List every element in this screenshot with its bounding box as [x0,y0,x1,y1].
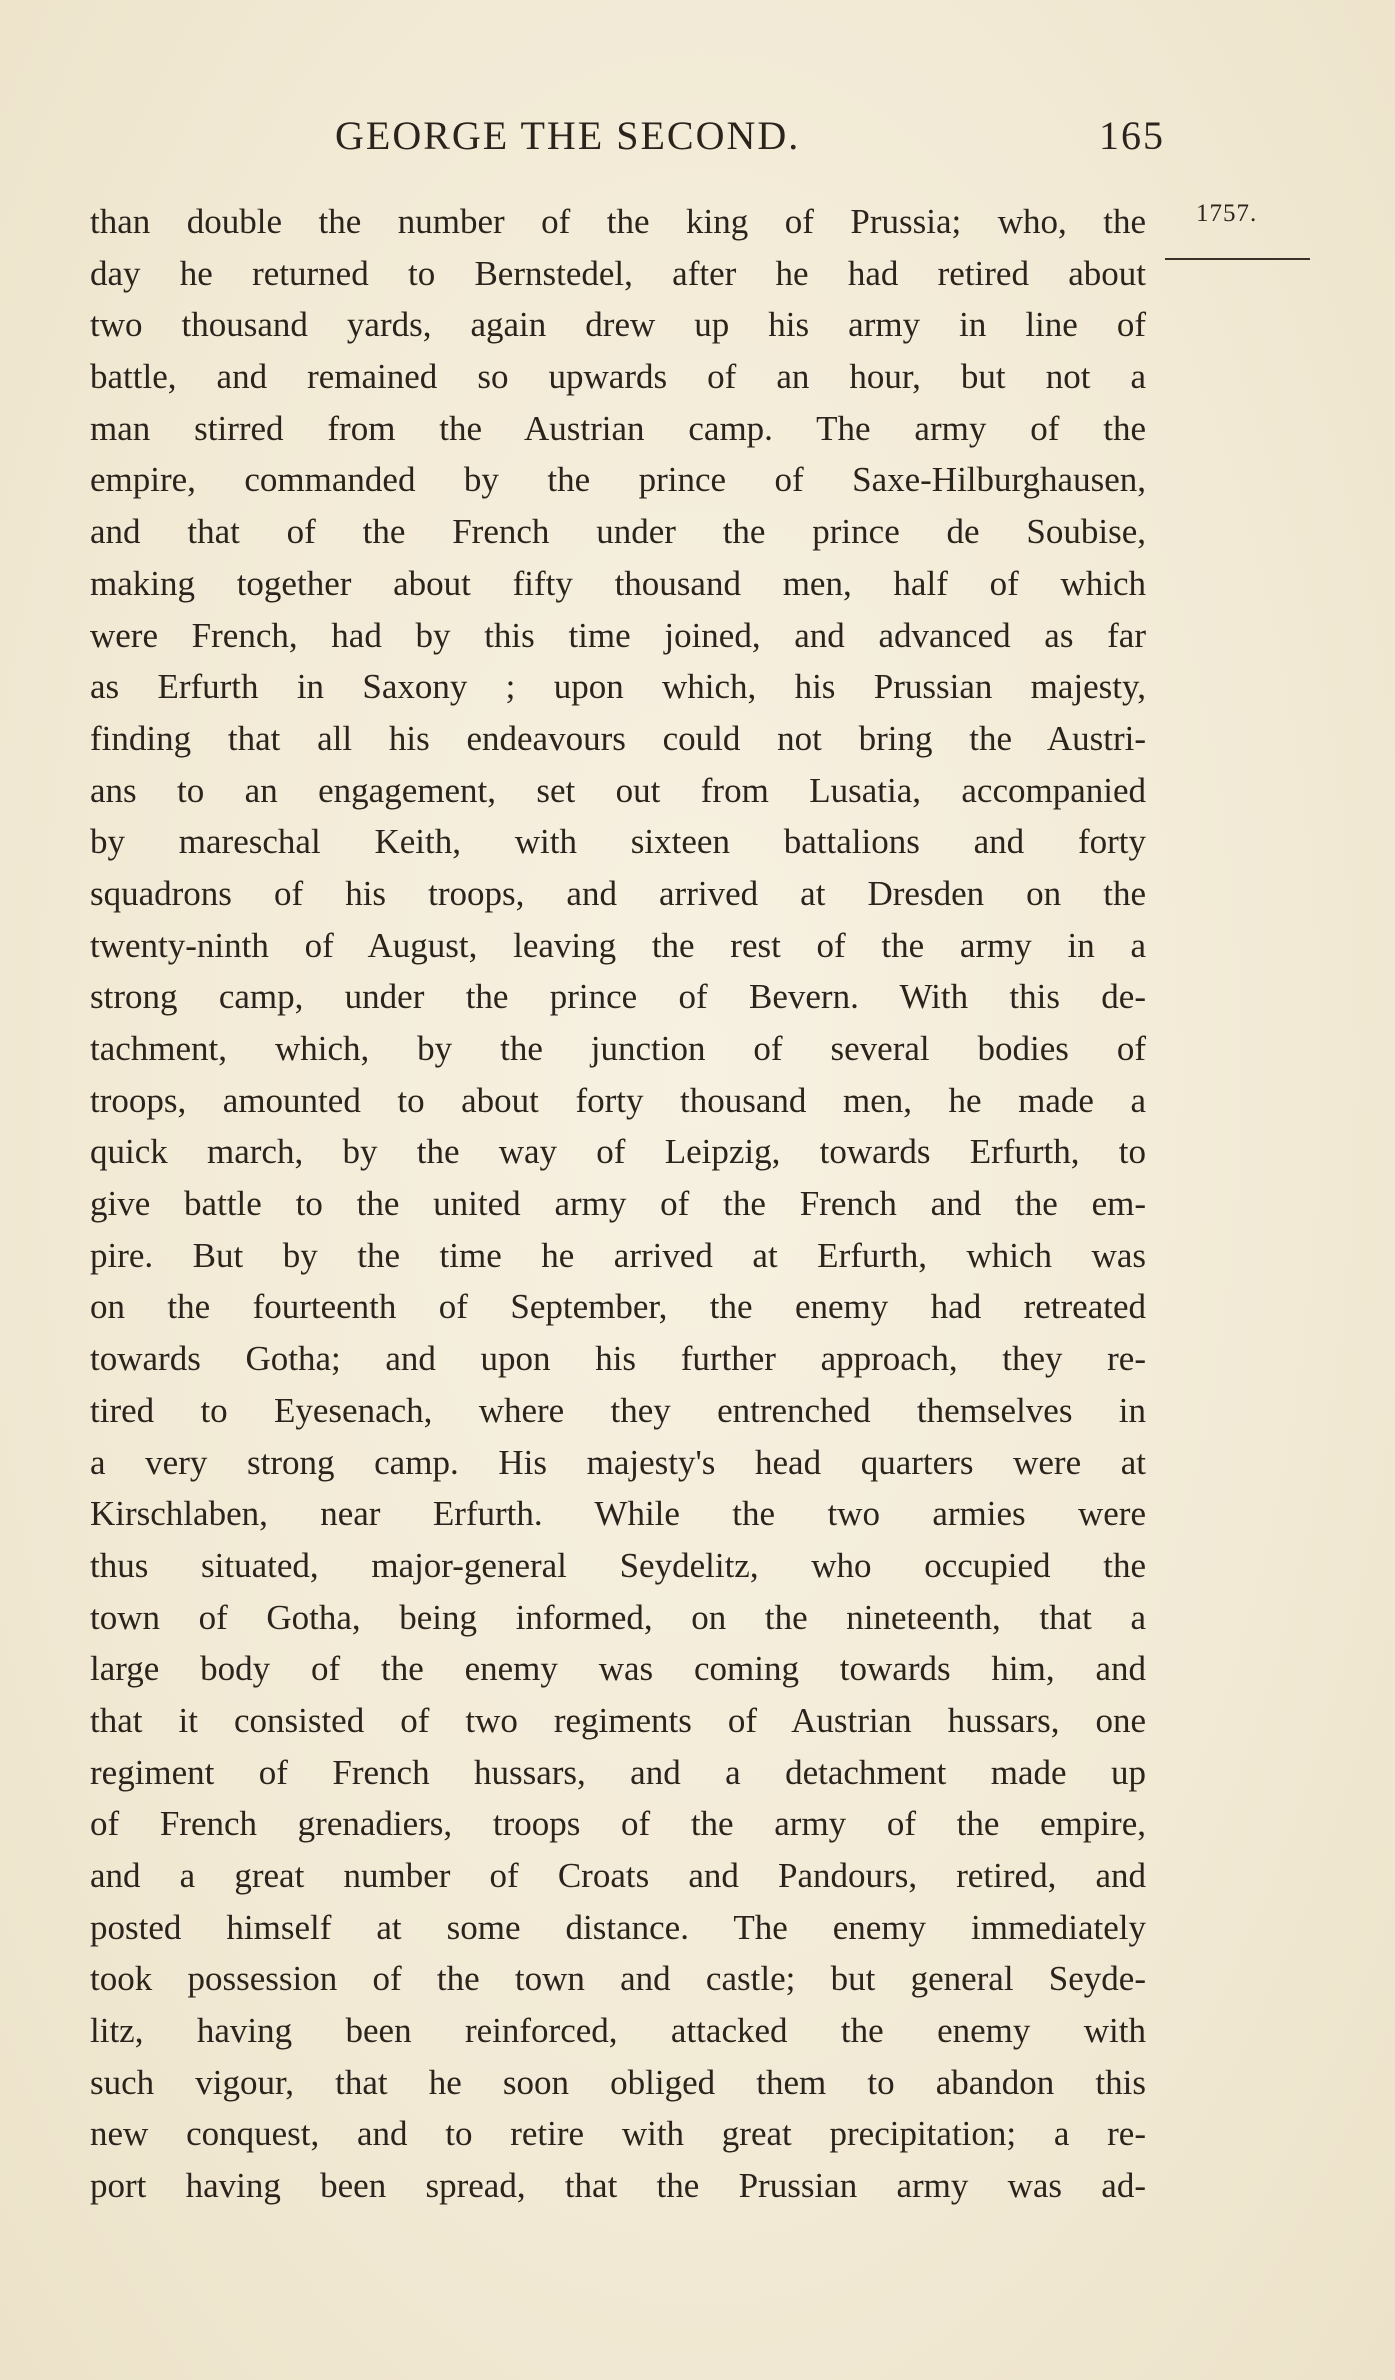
text-line: making together about fifty thousand men, half of which [90,563,1146,603]
text-line: battle, and remained so upwards of an hour, but not a [90,357,1146,397]
text-line: that it consisted of two regiments of Austrian hussars, one [90,1700,1146,1740]
text-line: towards Gotha; and upon his further approach, they re- [90,1339,1146,1379]
text-line: troops, amounted to about forty thousand men, he made a [90,1080,1146,1120]
text-line: new conquest, and to retire with great precipitation; a re- [90,2114,1146,2154]
text-line: regiment of French hussars, and a detachment made up [90,1752,1146,1792]
margin-year-note: 1757. [1196,200,1258,227]
text-line: of French grenadiers, troops of the army of the empire, [90,1804,1146,1844]
text-line: twenty-ninth of August, leaving the rest of the army in a [90,925,1146,965]
text-line: town of Gotha, being informed, on the nineteenth, that a [90,1597,1146,1637]
text-line: port having been spread, that the Prussian army was ad- [90,2166,1146,2206]
text-line: Kirschlaben, near Erfurth. While the two armies were [90,1494,1146,1534]
text-line: and a great number of Croats and Pandours, retired, and [90,1856,1146,1895]
text-line: by mareschal Keith, with sixteen battalions and forty [90,822,1146,862]
text-line: two thousand yards, again drew up his army in line of [90,305,1146,345]
body-text [90,196,1146,2212]
text-line: than double the number of the king of Prussia; who, the [90,202,1146,241]
running-head-title: GEORGE THE SECOND. [335,113,801,158]
text-line: quick march, by the way of Leipzig, towards Erfurth, to [90,1132,1146,1172]
text-line: were French, had by this time joined, and advanced as far [90,615,1146,655]
text-line: a very strong camp. His majesty's head quarters were at [90,1442,1146,1482]
page-number: 165 [1099,113,1165,158]
text-line: thus situated, major-general Seydelitz, who occupied the [90,1545,1146,1585]
margin-rule-divider [1165,258,1310,260]
text-line: tired to Eyesenach, where they entrenched themselves in [90,1390,1146,1430]
text-line: day he returned to Bernstedel, after he had retired about [90,253,1146,293]
running-head [335,112,1165,168]
text-line: strong camp, under the prince of Bevern. With this de- [90,977,1146,1017]
text-line: took possession of the town and castle; but general Seyde- [90,1959,1146,1999]
text-line: posted himself at some distance. The enemy immediately [90,1907,1146,1947]
text-line: tachment, which, by the junction of several bodies of [90,1029,1146,1068]
text-line: finding that all his endeavours could not bring the Austri- [90,718,1146,758]
text-line: large body of the enemy was coming towards him, and [90,1649,1146,1689]
text-line: ans to an engagement, set out from Lusatia, accompanied [90,770,1146,810]
text-line: man stirred from the Austrian camp. The army of the [90,408,1146,448]
text-line: as Erfurth in Saxony ; upon which, his Prussian majesty, [90,667,1146,707]
text-line: squadrons of his troops, and arrived at Dresden on the [90,873,1146,913]
text-line: pire. But by the time he arrived at Erfurth, which was [90,1235,1146,1275]
text-line: such vigour, that he soon obliged them to abandon this [90,2062,1146,2102]
text-line: litz, having been reinforced, attacked the enemy with [90,2011,1146,2051]
text-line: on the fourteenth of September, the enemy had retreated [90,1287,1146,1327]
text-line: empire, commanded by the prince of Saxe-Hilburghausen, [90,460,1146,500]
text-line: and that of the French under the prince de Soubise, [90,512,1146,552]
text-line: give battle to the united army of the French and the em- [90,1184,1146,1224]
